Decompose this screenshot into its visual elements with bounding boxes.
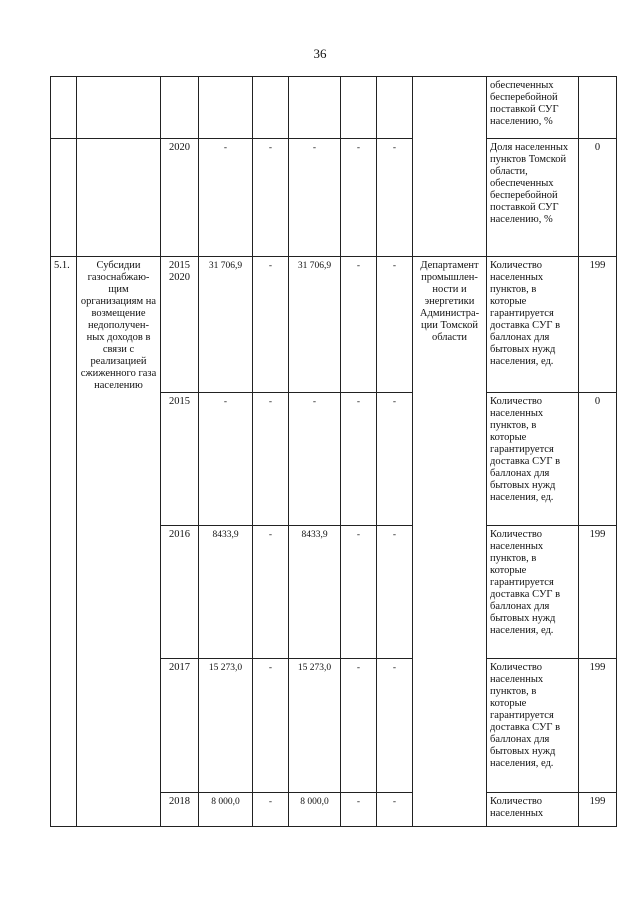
cell-executor: Департамент промышлен-ности и энергетики Администра-ции Томской области [413,257,487,827]
cell-local [341,77,377,139]
program-table [50,76,617,827]
cell-value: 199 [579,793,617,827]
cell-value: 0 [579,393,617,526]
cell-total: - [199,393,253,526]
cell-regional: 31 706,9 [289,257,341,393]
cell-federal: - [253,139,289,257]
cell-other [377,77,413,139]
cell-year: 2015 [161,393,199,526]
cell-year: 2017 [161,659,199,793]
cell-other: - [377,393,413,526]
cell-local: - [341,139,377,257]
cell-indicator: обеспеченных бесперебойной поставкой СУГ населению, % [487,77,579,139]
cell-regional: 8 000,0 [289,793,341,827]
cell-value: 199 [579,659,617,793]
cell-total: - [199,139,253,257]
cell-indicator: Количество населенных пунктов, в которые гарантируется доставка СУГ в баллонах для бытовых нужд населения, ед. [487,393,579,526]
cell-indicator: Количество населенных [487,793,579,827]
cell-local: - [341,257,377,393]
cell-regional: - [289,393,341,526]
table-row [51,257,617,393]
cell-local: - [341,393,377,526]
cell-value: 199 [579,257,617,393]
cell-indicator: Количество населенных пунктов, в которые гарантируется доставка СУГ в баллонах для бытовых нужд населения, ед. [487,257,579,393]
cell-regional: - [289,139,341,257]
cell-indicator: Количество населенных пунктов, в которые гарантируется доставка СУГ в баллонах для бытовых нужд населения, ед. [487,526,579,659]
cell-value [579,77,617,139]
table-row [51,77,617,139]
table-row [51,139,617,257]
cell-year [161,77,199,139]
cell-local: - [341,659,377,793]
cell-other: - [377,257,413,393]
cell-indicator: Доля населенных пунктов Томской области, обеспеченных бесперебойной поставкой СУГ населению, % [487,139,579,257]
cell-local: - [341,526,377,659]
cell-value: 199 [579,526,617,659]
cell-year: 2015 2020 [161,257,199,393]
cell-regional: 8433,9 [289,526,341,659]
cell-federal: - [253,393,289,526]
cell-local: - [341,793,377,827]
page-number: 36 [313,46,327,61]
cell-other: - [377,793,413,827]
cell-number [51,77,77,139]
cell-year: 2020 [161,139,199,257]
cell-number [51,139,77,257]
cell-regional: 15 273,0 [289,659,341,793]
cell-year: 2018 [161,793,199,827]
cell-regional [289,77,341,139]
cell-federal [253,77,289,139]
cell-federal: - [253,793,289,827]
cell-other: - [377,139,413,257]
cell-total: 15 273,0 [199,659,253,793]
cell-federal: - [253,659,289,793]
cell-value: 0 [579,139,617,257]
cell-federal: - [253,526,289,659]
cell-number: 5.1. [51,257,77,827]
cell-total: 31 706,9 [199,257,253,393]
cell-total: 8433,9 [199,526,253,659]
cell-other: - [377,659,413,793]
cell-indicator: Количество населенных пунктов, в которые гарантируется доставка СУГ в баллонах для бытовых нужд населения, ед. [487,659,579,793]
cell-federal: - [253,257,289,393]
cell-total [199,77,253,139]
cell-name [77,77,161,139]
cell-name: Субсидии газоснабжаю-щим организациям на возмещение недополучен-ных доходов в связи с реализацией сжиженного газа населению [77,257,161,827]
cell-total: 8 000,0 [199,793,253,827]
cell-year: 2016 [161,526,199,659]
cell-name [77,139,161,257]
cell-other: - [377,526,413,659]
cell-executor [413,77,487,257]
